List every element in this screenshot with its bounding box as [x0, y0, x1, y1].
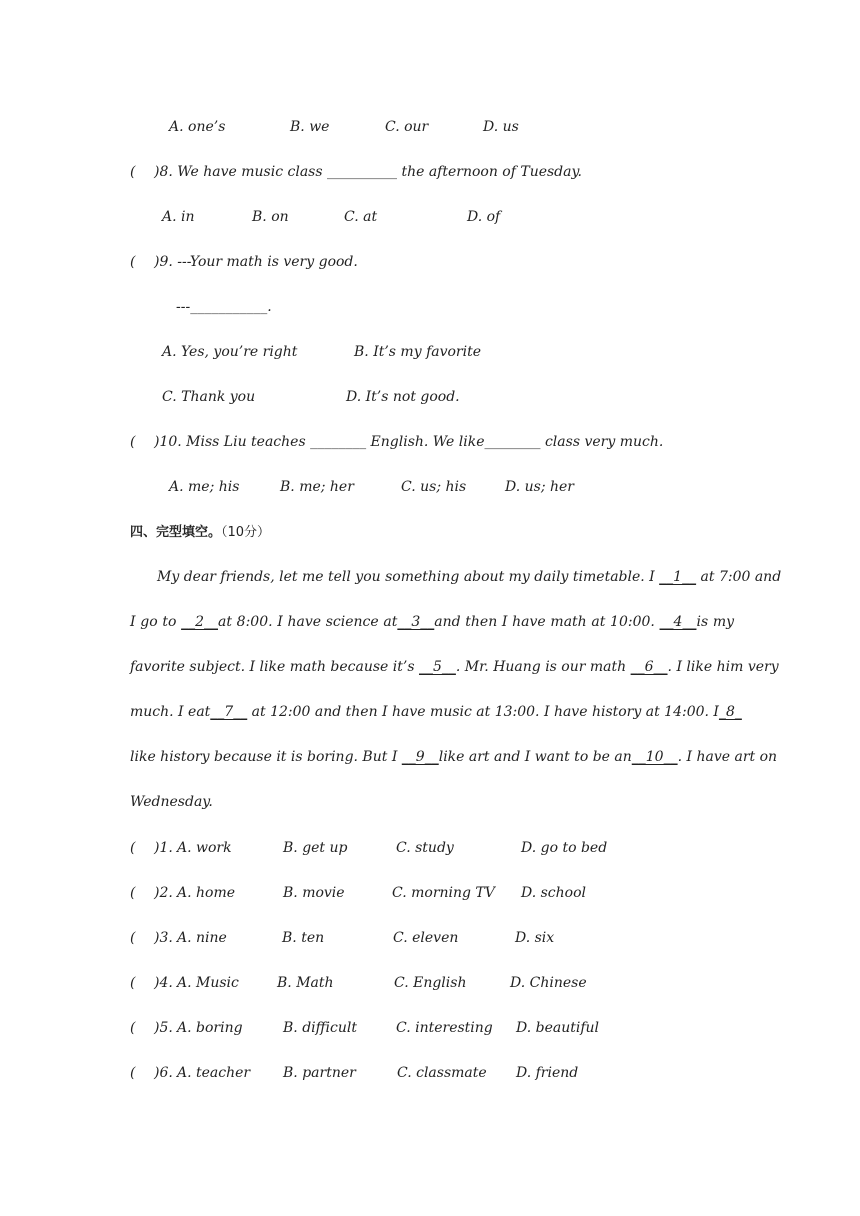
option-d: D. friend — [516, 1065, 579, 1081]
worksheet-page: A. one’s B. we C. our D. us ( )8. We have music class __________ the afternoon of Tuesday. A. in B. on C. at D. of ( )9. ---Your math is very good. ---___________. A. Yes, you’re right B. It’s my favorite C. Thank you D. It’s not good. ( )10. Miss Liu teaches ________ English. We like________ class very much. A. me; his B. me; her C. us; his D. us; her 四、完型填空。（10分） My dear friends, let me tell you something about my daily timetable. I __1__ at 7:00 and I go to __2__at 8:00. I have science at__3__and then I have math at 10:00. __4__is my favorite subject. I like math because it’s __5__. Mr. Huang is our math __6__. I like him very much. I eat__7__ at 12:00 and then I have music at 13:00. I have history at 14:00. I_8_ like history because it is boring. But I __9__like art and I want to be an__10__. I have art on Wednesday. ( )1. A. work B. get up C. study D. go to bed ( )2. A. home B. movie C. morning TV D. school ( )3. A. nine B. ten C. eleven D. six ( )4. A. Music B. Math C. English D. Chinese ( )5. A. boring B. difficult C. interesting D. beautiful ( )6. A. teacher B. partner C. classmate D. friend — [130, 119, 782, 1081]
answer-blank: __________ — [327, 164, 397, 180]
passage-line: favorite subject. I like math because it’s __5__. Mr. Huang is our math __6__. I like him very — [130, 659, 779, 675]
option-d: D. us; her — [505, 479, 574, 495]
option-c: C. Thank you — [162, 389, 256, 405]
option-a: A. Yes, you’re right — [162, 344, 298, 360]
answer-paren: ( — [130, 434, 136, 450]
passage-line: like history because it is boring. But I __9__like art and I want to be an__10__. I have art on — [130, 749, 778, 765]
option-b: B. partner — [283, 1065, 356, 1081]
option-c: C. study — [396, 840, 454, 856]
option-d: D. Chinese — [510, 975, 587, 991]
option-b: B. get up — [283, 840, 348, 856]
cloze-blank-8: _8_ — [718, 704, 742, 720]
cloze-blank-6: __6__ — [630, 659, 668, 675]
question-text: )10. Miss Liu teaches ________ English. We like________ class very much. — [154, 434, 664, 450]
option-b: B. we — [290, 119, 330, 135]
question-number: )3. — [154, 930, 173, 946]
option-c: C. at — [344, 209, 378, 225]
answer-paren: ( — [130, 840, 136, 856]
section-title: 四、完型填空。 — [130, 525, 222, 540]
cloze-blank-4: __4__ — [659, 614, 697, 630]
option-a: A. boring — [177, 1020, 243, 1036]
option-d: D. It’s not good. — [346, 389, 460, 405]
option-b: B. difficult — [283, 1020, 357, 1036]
answer-paren: ( — [130, 930, 136, 946]
passage-line: much. I eat__7__ at 12:00 and then I have music at 13:00. I have history at 14:00. I_8_ — [130, 704, 742, 720]
dialog-dash: --- — [176, 299, 191, 315]
cloze-blank-5: __5__ — [418, 659, 456, 675]
option-d: D. school — [521, 885, 587, 901]
question-text: )8. We have music class __________ the afternoon of Tuesday. — [154, 164, 582, 180]
question-number: )6. — [154, 1065, 173, 1081]
answer-paren: ( — [130, 885, 136, 901]
option-c: C. classmate — [397, 1065, 487, 1081]
option-a: A. me; his — [169, 479, 240, 495]
option-a: A. one’s — [169, 119, 226, 135]
option-d: D. go to bed — [521, 840, 608, 856]
question-number: )5. — [154, 1020, 173, 1036]
cloze-blank-10: __10__ — [631, 749, 678, 765]
option-a: A. nine — [177, 930, 227, 946]
cloze-blank-2: __2__ — [181, 614, 218, 630]
option-c: C. us; his — [401, 479, 467, 495]
option-c: C. our — [385, 119, 429, 135]
option-c: C. morning TV — [392, 885, 495, 901]
cloze-blank-9: __9__ — [401, 749, 439, 765]
answer-paren: ( — [130, 1065, 136, 1081]
answer-blank: ________ — [484, 434, 541, 450]
answer-paren: ( — [130, 164, 136, 180]
option-a: A. home — [177, 885, 236, 901]
option-b: B. me; her — [280, 479, 354, 495]
question-number: )4. — [154, 975, 173, 991]
answer-paren: ( — [130, 1020, 136, 1036]
cloze-blank-7: __7__ — [210, 704, 248, 720]
option-d: D. us — [483, 119, 519, 135]
option-c: C. eleven — [393, 930, 459, 946]
cloze-blank-1: __1__ — [659, 569, 697, 585]
option-d: D. six — [515, 930, 555, 946]
section-score: （10分） — [221, 525, 271, 540]
option-d: D. beautiful — [516, 1020, 600, 1036]
answer-blank: ___________ — [190, 299, 268, 315]
option-b: B. It’s my favorite — [354, 344, 482, 360]
question-number: )2. — [154, 885, 173, 901]
answer-paren: ( — [130, 975, 136, 991]
option-a: A. teacher — [177, 1065, 251, 1081]
option-a: A. in — [162, 209, 195, 225]
option-a: A. work — [177, 840, 232, 856]
option-d: D. of — [467, 209, 501, 225]
passage-line: My dear friends, let me tell you something about my daily timetable. I __1__ at 7:00 and — [157, 569, 782, 585]
option-c: C. interesting — [396, 1020, 493, 1036]
option-c: C. English — [394, 975, 467, 991]
passage-line: I go to __2__at 8:00. I have science at__3__and then I have math at 10:00. __4__is my — [130, 614, 735, 630]
passage-line: Wednesday. — [130, 794, 213, 810]
option-b: B. movie — [283, 885, 345, 901]
cloze-blank-3: __3__ — [397, 614, 435, 630]
question-number: )1. — [154, 840, 173, 856]
option-b: B. Math — [277, 975, 334, 991]
option-a: A. Music — [177, 975, 239, 991]
answer-blank: ________ — [310, 434, 367, 450]
question-text: )9. ---Your math is very good. — [154, 254, 358, 270]
option-b: B. on — [252, 209, 289, 225]
option-b: B. ten — [282, 930, 325, 946]
answer-paren: ( — [130, 254, 136, 270]
